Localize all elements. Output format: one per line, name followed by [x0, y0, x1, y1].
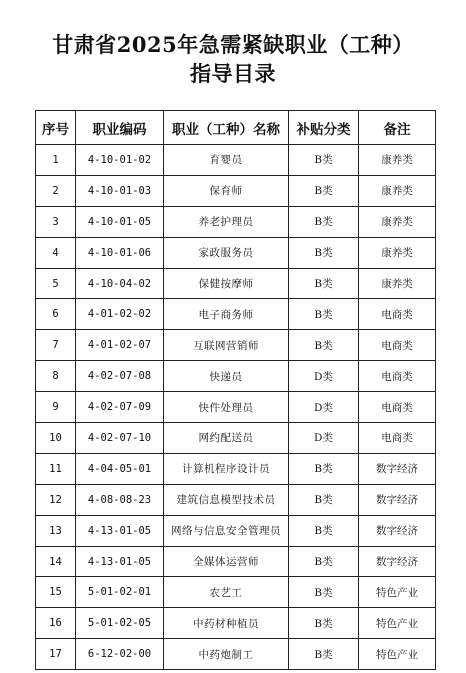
- cell-serial-number: 3: [36, 206, 76, 237]
- table-row: [36, 392, 436, 423]
- cell-occupation-code: 4-08-08-23: [76, 484, 164, 515]
- header-occupation-name: 职业（工种）名称: [164, 111, 289, 145]
- cell-subsidy-category: B类: [289, 206, 359, 237]
- table-row: [36, 484, 436, 515]
- table-row: [36, 639, 436, 670]
- cell-subsidy-category: B类: [289, 484, 359, 515]
- cell-occupation-code: 6-12-02-00: [76, 639, 164, 670]
- cell-remarks: 电商类: [359, 392, 436, 423]
- header-remarks: 备注: [359, 111, 436, 145]
- cell-subsidy-category: B类: [289, 546, 359, 577]
- table-row: [36, 175, 436, 206]
- cell-subsidy-category: B类: [289, 577, 359, 608]
- cell-occupation-code: 5-01-02-01: [76, 577, 164, 608]
- cell-occupation-name: 中药材种植员: [164, 608, 289, 639]
- occupation-catalog-table: [35, 110, 436, 670]
- table-row: [36, 361, 436, 392]
- table-row: [36, 577, 436, 608]
- cell-occupation-code: 4-04-05-01: [76, 453, 164, 484]
- table-row: [36, 330, 436, 361]
- cell-occupation-name: 电子商务师: [164, 299, 289, 330]
- table-row: [36, 453, 436, 484]
- cell-subsidy-category: B类: [289, 145, 359, 176]
- cell-occupation-code: 4-10-04-02: [76, 268, 164, 299]
- cell-remarks: 数字经济: [359, 515, 436, 546]
- cell-subsidy-category: B类: [289, 515, 359, 546]
- cell-remarks: 数字经济: [359, 546, 436, 577]
- cell-occupation-name: 快递员: [164, 361, 289, 392]
- header-serial-number: 序号: [36, 111, 76, 145]
- cell-serial-number: 8: [36, 361, 76, 392]
- cell-serial-number: 12: [36, 484, 76, 515]
- cell-serial-number: 7: [36, 330, 76, 361]
- cell-subsidy-category: B类: [289, 639, 359, 670]
- cell-subsidy-category: B类: [289, 608, 359, 639]
- table-row: [36, 546, 436, 577]
- cell-occupation-name: 家政服务员: [164, 237, 289, 268]
- cell-serial-number: 15: [36, 577, 76, 608]
- cell-remarks: 康养类: [359, 206, 436, 237]
- cell-occupation-name: 网约配送员: [164, 423, 289, 454]
- cell-occupation-code: 4-13-01-05: [76, 546, 164, 577]
- table-row: [36, 515, 436, 546]
- cell-occupation-code: 4-01-02-07: [76, 330, 164, 361]
- table-row: [36, 145, 436, 176]
- cell-occupation-code: 4-02-07-08: [76, 361, 164, 392]
- cell-remarks: 特色产业: [359, 608, 436, 639]
- cell-subsidy-category: B类: [289, 453, 359, 484]
- table-row: [36, 206, 436, 237]
- table-row: [36, 268, 436, 299]
- cell-occupation-name: 保健按摩师: [164, 268, 289, 299]
- cell-remarks: 电商类: [359, 330, 436, 361]
- cell-serial-number: 6: [36, 299, 76, 330]
- cell-occupation-name: 全媒体运营师: [164, 546, 289, 577]
- table-row: [36, 237, 436, 268]
- cell-occupation-name: 育婴员: [164, 145, 289, 176]
- header-subsidy-category: 补贴分类: [289, 111, 359, 145]
- cell-subsidy-category: D类: [289, 423, 359, 454]
- cell-occupation-name: 中药炮制工: [164, 639, 289, 670]
- cell-serial-number: 17: [36, 639, 76, 670]
- cell-remarks: 康养类: [359, 268, 436, 299]
- cell-serial-number: 9: [36, 392, 76, 423]
- cell-occupation-code: 4-10-01-02: [76, 145, 164, 176]
- table-row: [36, 608, 436, 639]
- cell-occupation-name: 建筑信息模型技术员: [164, 484, 289, 515]
- cell-remarks: 电商类: [359, 423, 436, 454]
- cell-serial-number: 1: [36, 145, 76, 176]
- cell-subsidy-category: B类: [289, 330, 359, 361]
- cell-occupation-code: 4-10-01-03: [76, 175, 164, 206]
- cell-occupation-name: 计算机程序设计员: [164, 453, 289, 484]
- cell-remarks: 数字经济: [359, 484, 436, 515]
- header-occupation-code: 职业编码: [76, 111, 164, 145]
- cell-occupation-code: 5-01-02-05: [76, 608, 164, 639]
- table-row: [36, 299, 436, 330]
- cell-remarks: 康养类: [359, 175, 436, 206]
- cell-occupation-name: 保育师: [164, 175, 289, 206]
- cell-subsidy-category: B类: [289, 175, 359, 206]
- document-title: 甘肃省2025年急需紧缺职业（工种）: [52, 32, 414, 57]
- table-header-row: [36, 111, 436, 145]
- cell-occupation-name: 养老护理员: [164, 206, 289, 237]
- cell-serial-number: 10: [36, 423, 76, 454]
- cell-serial-number: 16: [36, 608, 76, 639]
- cell-occupation-code: 4-10-01-06: [76, 237, 164, 268]
- cell-occupation-code: 4-01-02-02: [76, 299, 164, 330]
- cell-remarks: 数字经济: [359, 453, 436, 484]
- cell-serial-number: 5: [36, 268, 76, 299]
- cell-occupation-code: 4-13-01-05: [76, 515, 164, 546]
- cell-remarks: 康养类: [359, 145, 436, 176]
- cell-remarks: 电商类: [359, 299, 436, 330]
- cell-remarks: 特色产业: [359, 577, 436, 608]
- cell-serial-number: 11: [36, 453, 76, 484]
- cell-subsidy-category: D类: [289, 392, 359, 423]
- cell-occupation-code: 4-02-07-10: [76, 423, 164, 454]
- cell-occupation-name: 网络与信息安全管理员: [164, 515, 289, 546]
- cell-serial-number: 14: [36, 546, 76, 577]
- table-body: [36, 145, 436, 670]
- cell-subsidy-category: B类: [289, 299, 359, 330]
- document-subtitle: 指导目录: [190, 61, 276, 86]
- cell-subsidy-category: B类: [289, 237, 359, 268]
- table-row: [36, 423, 436, 454]
- cell-serial-number: 13: [36, 515, 76, 546]
- cell-occupation-name: 互联网营销师: [164, 330, 289, 361]
- cell-occupation-name: 农艺工: [164, 577, 289, 608]
- cell-serial-number: 2: [36, 175, 76, 206]
- cell-occupation-code: 4-10-01-05: [76, 206, 164, 237]
- cell-remarks: 康养类: [359, 237, 436, 268]
- cell-serial-number: 4: [36, 237, 76, 268]
- cell-occupation-name: 快件处理员: [164, 392, 289, 423]
- cell-occupation-code: 4-02-07-09: [76, 392, 164, 423]
- cell-remarks: 特色产业: [359, 639, 436, 670]
- cell-remarks: 电商类: [359, 361, 436, 392]
- cell-subsidy-category: B类: [289, 268, 359, 299]
- cell-subsidy-category: D类: [289, 361, 359, 392]
